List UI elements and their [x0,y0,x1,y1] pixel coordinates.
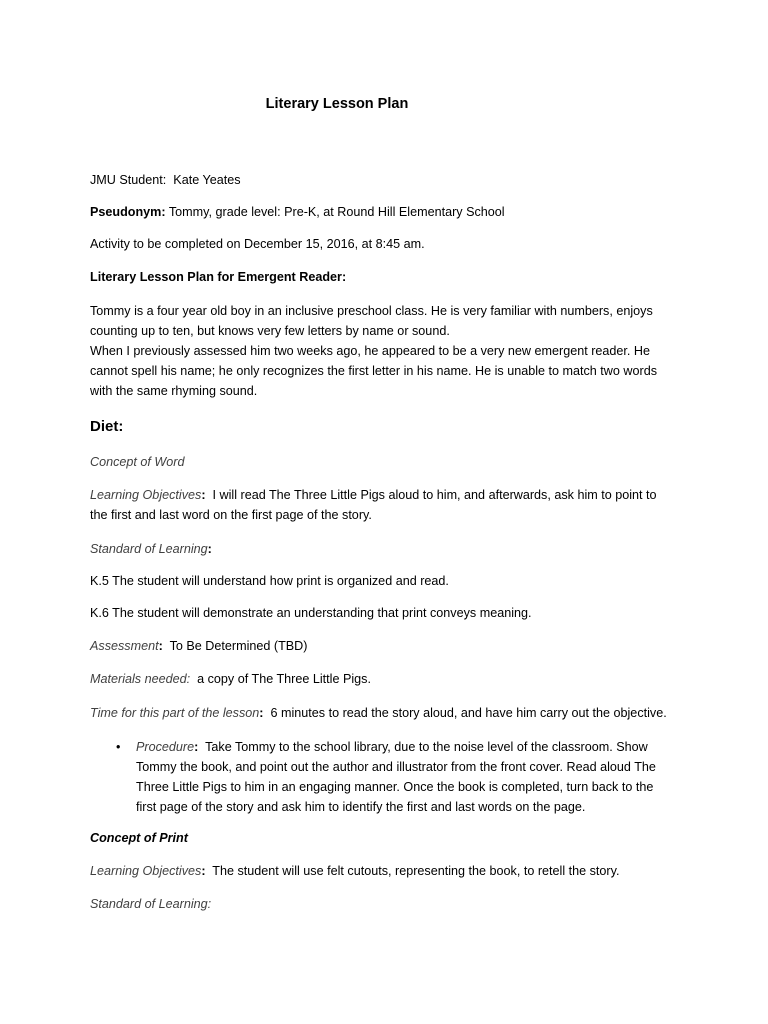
materials-line [90,669,682,689]
time-label: Time for this part of the lesson [90,706,260,720]
objectives-line-1: Learning Objectives: I will read The Three Little Pigs aloud to him, and afterwards, ask him to point to [90,488,657,502]
procedure-line-3: Three Little Pigs to him in an engaging manner. Once the book is completed, turn back to the [136,780,654,794]
bullet-dot: • [116,740,121,754]
assessment-value: To Be Determined (TBD) [169,639,308,653]
materials-label: Materials needed: [90,672,191,686]
concept-of-print-heading: Concept of Print [90,831,188,845]
procedure-label: Procedure [136,740,195,754]
time-value: 6 minutes to read the story aloud, and have him carry out the objective. [270,706,667,720]
intro-line-1: Tommy is a four year old boy in an inclusive preschool class. He is very familiar with numbers, enjoys [90,304,653,318]
materials-value: a copy of The Three Little Pigs. [197,672,371,686]
objectives2-label: Learning Objectives [90,864,202,878]
concept-of-word-heading: Concept of Word [90,455,185,469]
procedure-line-4: first page of the story and ask him to identify the first and last words on the page. [136,800,586,814]
standard-k5: K.5 The student will understand how print is organized and read. [90,574,449,588]
plan-heading: Literary Lesson Plan for Emergent Reader: [90,270,347,284]
pseudonym-text: Tommy, grade level: Pre-K, at Round Hill Elementary School [168,205,505,219]
objectives-text-1: I will read The Three Little Pigs aloud to him, and afterwards, ask him to point to [212,488,657,502]
pseudonym-line [90,202,682,222]
intro-line-4: cannot spell his name; he only recognizes the first letter in his name. He is unable to match two words [90,364,658,378]
intro-line-5: with the same rhyming sound. [90,384,258,398]
objectives-label: Learning Objectives [90,488,202,502]
procedure-text [136,737,682,817]
diet-heading: Diet: [90,418,124,435]
standard-k6: K.6 The student will demonstrate an understanding that print conveys meaning. [90,606,532,620]
time-line: Time for this part of the lesson: 6 minutes to read the story aloud, and have him carry out the objective. [90,706,667,720]
procedure-line-1: Procedure: Take Tommy to the school library, due to the noise level of the classroom. Show [136,740,648,754]
procedure-line-2: Tommy the book, and point out the author and illustrator from the front cover. Read aloud The [136,760,656,774]
objectives-line-2: the first and last word on the first page of the story. [90,508,372,522]
student-label: JMU Student: [90,173,167,187]
student-name: Kate Yeates [173,173,241,187]
pseudonym-label: Pseudonym: [90,205,166,219]
activity-line: Activity to be completed on December 15, 2016, at 8:45 am. [90,237,425,251]
assessment-line: Assessment: To Be Determined (TBD) [90,639,308,653]
intro-line-3: When I previously assessed him two weeks ago, he appeared to be a very new emergent reader. He [90,344,651,358]
document-title: Literary Lesson Plan [265,96,409,112]
student-line [90,170,682,190]
assessment-label: Assessment [90,639,159,653]
standard-line: Standard of Learning: [90,542,212,556]
objectives2-line: Learning Objectives: The student will use felt cutouts, representing the book, to retell the story. [90,864,620,878]
intro-line-2: counting up to ten, but knows very few letters by name or sound. [90,324,450,338]
standard-label: Standard of Learning [90,542,208,556]
objectives2-value: The student will use felt cutouts, representing the book, to retell the story. [212,864,620,878]
standard2-label: Standard of Learning: [90,897,212,911]
